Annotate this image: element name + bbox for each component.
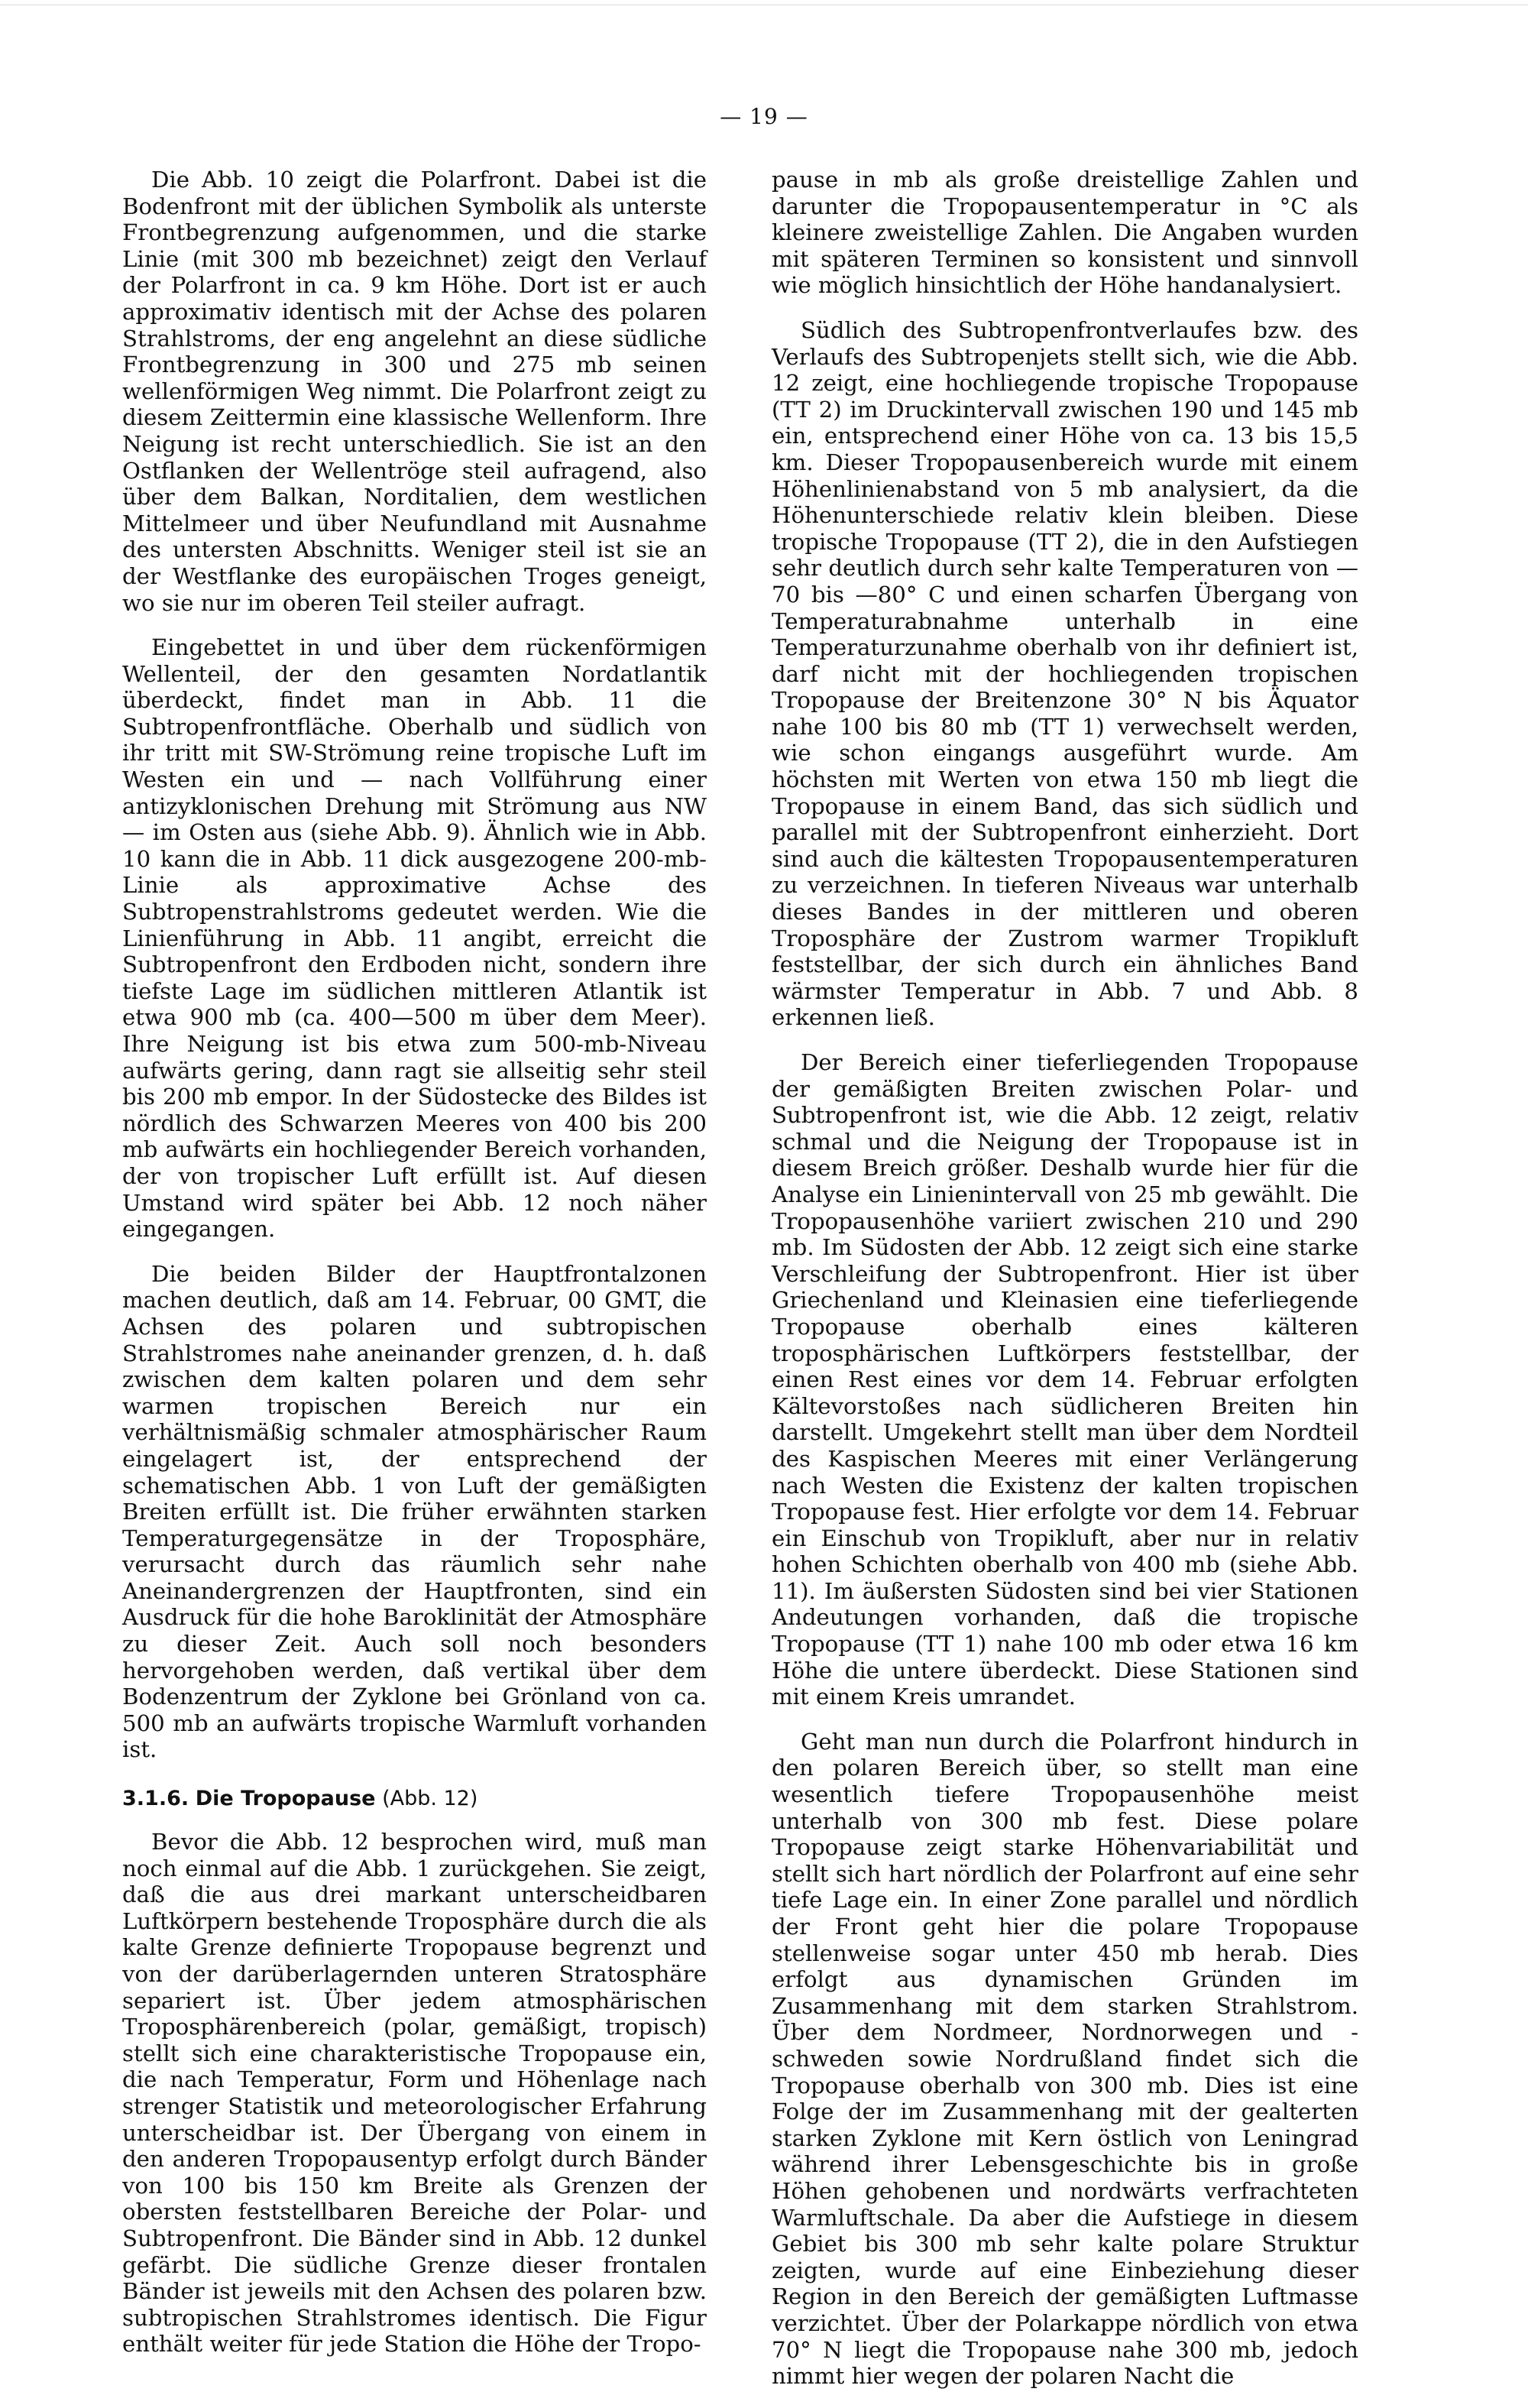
paragraph-tropische-tropopause: Südlich des Subtropenfrontverlaufes bzw. des Verlaufs des Subtropenjets stellt sich, wie die Abb. 12 zeigt, eine hochliegende tropische Tropopause (TT 2) im Druckintervall zwischen 190 und 145 mb ein, entsprechend einer Höhe von ca. 13 bis 15,5 km. Dieser Tropopausenbereich wurde mit einem Höhenlinienabstand von 5 mb analysiert, da die Höhenunterschiede relativ klein bleiben. Diese tropische Tropopause (TT 2), die in den Aufstiegen sehr deutlich durch sehr kalte Temperaturen von —70 bis —80° C und einen scharfen Übergang von Temperaturabnahme unterhalb in eine Temperaturzunahme oberhalb von ihr definiert ist, darf nicht mit der hochliegenden tropischen Tropopause der Breitenzone 30° N bis Äquator nahe 100 bis 80 mb (TT 1) verwechselt werden, wie schon eingangs ausgeführt wurde. Am höchsten mit Werten von etwa 150 mb liegt die Tropopause in einem Band, das sich südlich und parallel mit der Subtropenfront einherzieht. Dort sind auch die kältesten Tropopausentemperaturen zu verzeichnen. In tieferen Niveaus war unterhalb dieses Bandes in der mittleren und oberen Troposphäre der Zustrom warmer Tropikluft feststellbar, der sich durch ein ähnliches Band wärmster Temperatur in Abb. 7 und Abb. 8 erkennen ließ. [772, 316, 1358, 1031]
paragraph-tropopause-intro: Bevor die Abb. 12 besprochen wird, muß man noch einmal auf die Abb. 1 zurückgehen. Sie zeigt, daß die aus drei markant unterscheidbaren Luftkörpern bestehende Troposphäre durch die als kalte Grenze definierte Tropopause begrenzt und von der darüberlagernden unteren Stratosphäre separiert ist. Über jedem atmosphärischen Troposphärenbereich (polar, gemäßigt, tropisch) stellt sich eine charakteristische Tropopause ein, die nach Temperatur, Form und Höhenlage nach strenger Statistik und meteorologischer Erfahrung unterscheidbar ist. Der Übergang von einem in den anderen Tropopausentyp erfolgt durch Bänder von 100 bis 150 km Breite als Grenzen der obersten feststellbaren Bereiche der Polar- und Subtropenfront. Die Bänder sind in Abb. 12 dunkel gefärbt. Die südliche Grenze dieser frontalen Bänder ist jeweils mit den Achsen des polaren bzw. subtropischen Strahlstromes identisch. Die Figur enthält weiter für jede Station die Höhe der Tropo- [122, 1829, 707, 2358]
paragraph-hauptfrontalzonen: Die beiden Bilder der Hauptfrontalzonen machen deutlich, daß am 14. Februar, 00 GMT, die Achsen des polaren und subtropischen Strahlstromes nahe aneinander grenzen, d. h. daß zwischen dem kalten polaren und dem sehr warmen tropischen Bereich nur ein verhältnismäßig schmaler atmosphärischer Raum eingelagert ist, der entsprechend der schematischen Abb. 1 von Luft der gemäßigten Breiten erfüllt ist. Die früher erwähnten starken Temperaturgegensätze in der Troposphäre, verursacht durch das räumlich sehr nahe Aneinandergrenzen der Hauptfronten, sind ein Ausdruck für die hohe Baroklinität der Atmosphäre zu dieser Zeit. Auch soll noch besonders hervorgehoben werden, daß vertikal über dem Bodenzentrum der Zyklone bei Grönland von ca. 500 mb an aufwärts tropische Warmluft vorhanden ist. [122, 1260, 707, 1763]
paragraph-gemaessigte-breiten: Der Bereich einer tieferliegenden Tropopause der gemäßigten Breiten zwischen Polar- und Subtropenfront ist, wie die Abb. 12 zeigt, relativ schmal und die Neigung der Tropopause ist in diesem Breich größer. Deshalb wurde hier für die Analyse ein Linienintervall von 25 mb gewählt. Die Tropopausenhöhe variiert zwischen 210 und 290 mb. Im Südosten der Abb. 12 zeigt sich eine starke Verschleifung der Subtropenfront. Hier ist über Griechenland und Kleinasien eine tieferliegende Tropopause oberhalb eines kälteren troposphärischen Luftkörpers feststellbar, der einen Rest eines vor dem 14. Februar erfolgten Kältevorstoßes nach südlicheren Breiten hin darstellt. Umgekehrt stellt man über dem Nordteil des Kaspischen Meeres mit einer Verlängerung nach Westen die Existenz der kalten tropischen Tropopause fest. Hier erfolgte vor dem 14. Februar ein Einschub von Tropikluft, aber nur in relativ hohen Schichten oberhalb von 400 mb (siehe Abb. 11). Im äußersten Südosten sind bei vier Stationen Andeutungen vorhanden, daß die tropische Tropopause (TT 1) nahe 100 mb oder etwa 16 km Höhe die untere überdeckt. Diese Stationen sind mit einem Kreis umrandet. [772, 1049, 1358, 1710]
section-heading [122, 1786, 707, 1812]
section-reference: (Abb. 12) [382, 1787, 478, 1811]
paragraph-polarfront: Die Abb. 10 zeigt die Polarfront. Dabei ist die Bodenfront mit der üblichen Symbolik als unterste Frontbegrenzung aufgenommen, und die starke Linie (mit 300 mb bezeichnet) zeigt den Verlauf der Polarfront in ca. 9 km Höhe. Dort ist er auch approximativ identisch mit der Achse des polaren Strahlstroms, der eng angelehnt an diese südliche Frontbegrenzung in 300 und 275 mb seinen wellenförmigen Weg nimmt. Die Polarfront zeigt zu diesem Zeittermin eine klassische Wellenform. Ihre Neigung ist recht unterschiedlich. Sie ist an den Ostflanken der Wellentröge steil aufragend, also über dem Balkan, Norditalien, dem westlichen Mittelmeer und über Neufundland mit Ausnahme des untersten Abschnitts. Weniger steil ist sie an der Westflanke des europäischen Troges geneigt, wo sie nur im oberen Teil steiler aufragt. [122, 167, 707, 616]
left-column [122, 167, 707, 2376]
paragraph-continuation: pause in mb als große dreistellige Zahlen und darunter die Tropopausentemperatur in °C als kleinere zweistellige Zahlen. Die Angaben wurden mit späteren Terminen so konsistent und sinnvoll wie möglich hinsichtlich der Höhe handanalysiert. [772, 167, 1358, 299]
right-column [772, 167, 1358, 2408]
section-number: 3.1.6. [122, 1787, 189, 1811]
paragraph-polare-tropopause: Geht man nun durch die Polarfront hindurch in den polaren Bereich über, so stellt man eine wesentlich tiefere Tropopausenhöhe meist unterhalb von 300 mb fest. Diese polare Tropopause zeigt starke Höhenvariabilität und stellt sich hart nördlich der Polarfront auf eine sehr tiefe Lage ein. In einer Zone parallel und nördlich der Front geht hier die polare Tropopause stellenweise sogar unter 450 mb herab. Dies erfolgt aus dynamischen Gründen im Zusammenhang mit dem starken Strahlstrom. Über dem Nordmeer, Nordnorwegen und -schweden sowie Nordrußland findet sich die Tropopause oberhalb von 300 mb. Dies ist eine Folge der im Zusammenhang mit der gealterten starken Zyklone mit Kern östlich von Leningrad während ihrer Lebensgeschichte bis in große Höhen gehobenen und nordwärts verfrachteten Warmluftschale. Da aber die Aufstiege in diesem Gebiet bis 300 mb sehr kalte polare Struktur zeigten, wurde auf eine Einbeziehung dieser Region in den Bereich der gemäßigten Luftmasse verzichtet. Über der Polarkappe nördlich von etwa 70° N liegt die Tropopause nahe 300 mb, jedoch nimmt hier wegen der polaren Nacht die [772, 1728, 1358, 2390]
page-number: — 19 — [720, 104, 808, 129]
paragraph-subtropenfront: Eingebettet in und über dem rückenförmigen Wellenteil, der den gesamten Nordatlantik überdeckt, findet man in Abb. 11 die Subtropenfrontfläche. Oberhalb und südlich von ihr tritt mit SW-Strömung reine tropische Luft im Westen ein und — nach Vollführung einer antizyklonischen Drehung mit Strömung aus NW — im Osten aus (siehe Abb. 9). Ähnlich wie in Abb. 10 kann die in Abb. 11 dick ausgezogene 200-mb-Linie als approximative Achse des Subtropenstrahlstroms gedeutet werden. Wie die Linienführung in Abb. 11 angibt, erreicht die Subtropenfront den Erdboden nicht, sondern ihre tiefste Lage im südlichen mittleren Atlantik ist etwa 900 mb (ca. 400—500 m über dem Meer). Ihre Neigung ist bis etwa zum 500-mb-Niveau aufwärts gering, dann ragt sie allseitig sehr steil bis 200 mb empor. In der Südostecke des Bildes ist nördlich des Schwarzen Meeres von 400 bis 200 mb aufwärts ein hochliegender Bereich vorhanden, der von tropischer Luft erfüllt ist. Auf diesen Umstand wird später bei Abb. 12 noch näher eingegangen. [122, 634, 707, 1243]
section-title: Die Tropopause [195, 1787, 376, 1811]
